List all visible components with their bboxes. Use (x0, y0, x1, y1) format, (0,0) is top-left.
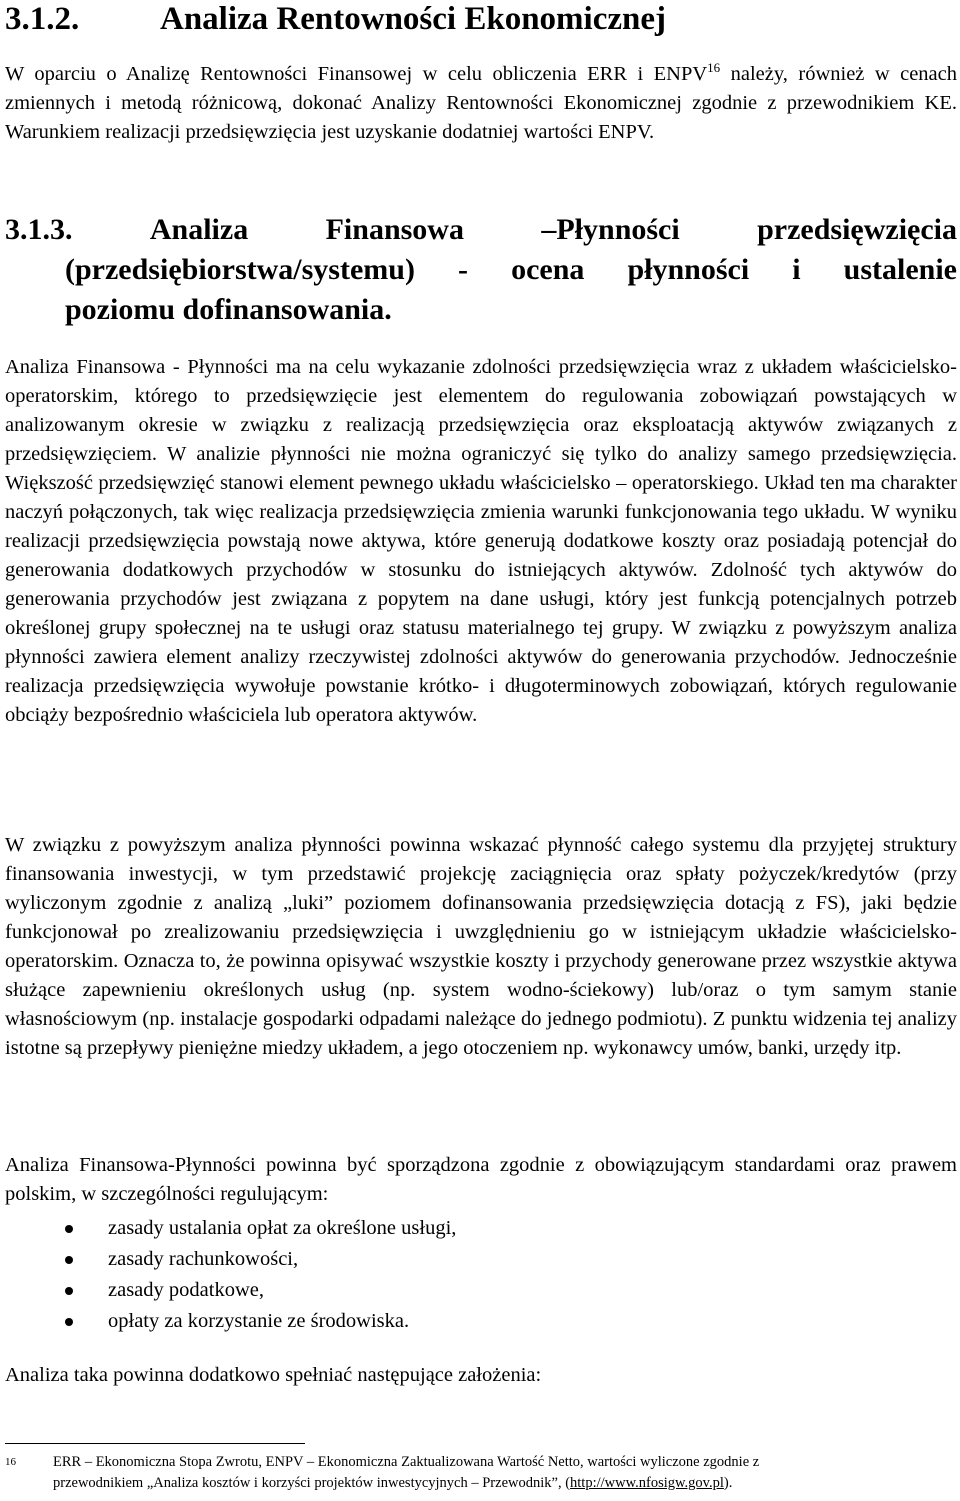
footnote-line: ERR – Ekonomiczna Stopa Zwrotu, ENPV – Ekonomiczna Zaktualizowana Wartość Netto, wartości wyliczone zgodnie z (53, 1454, 760, 1470)
paragraph-standards: Analiza Finansowa-Płynności powinna być sporządzona zgodnie z obowiązującym standardami oraz prawem polskim, w szczególności regulującym: (5, 1154, 957, 1205)
heading-word: przedsięwzięcia (757, 213, 957, 246)
section-number: 3.1.3. (5, 213, 73, 246)
list-item: opłaty za korzystanie ze środowiska. (5, 1306, 957, 1337)
bullet-icon (65, 1287, 73, 1295)
footnote-link[interactable]: http://www.nfosigw.gov.pl (570, 1475, 724, 1491)
bullet-icon (65, 1256, 73, 1264)
heading-word: i (792, 253, 801, 286)
paragraph-liquidity-scope: W związku z powyższym analiza płynności powinna wskazać płynność całego systemu dla przyjętej struktury finansowania inwestycji, w tym przedstawić projekcję zaciągnięcia oraz spłaty pożyczek/kredytów (przy wyliczonym zgodnie z analizą „luki” poziomem dofinansowania przedsięwzięcia dotacją z FS), jaki będzie funkcjonował po zrealizowaniu przedsięwzięcia i uwzględnieniu go w istniejącym układzie właścicielsko-operatorskim. Oznacza to, że powinna opisywać wszystkie koszty i przychody generowane przez wszystkie aktywa służące zapewnieniu określonych usług (np. system wodno-ściekowy) lub/oraz o tym samym stanie własnościowym (np. instalacje gospodarki odpadami należące do jednego podmiotu). Z punktu widzenia tej analizy istotne są przepływy pieniężne miedzy układem, a jego otoczeniem np. wykonawcy umów, banki, urzędy itp. (5, 834, 957, 1059)
heading-word: Analiza (149, 213, 249, 246)
section-heading-3-1-3 (5, 210, 957, 330)
footnote-reference: 16 (707, 60, 721, 76)
heading-word: - (458, 253, 469, 286)
paragraph-assumptions: Analiza taka powinna dodatkowo spełniać następujące założenia: (5, 1364, 542, 1386)
footnote-line: przewodnikiem „Analiza kosztów i korzyści projektów inwestycyjnych – Przewodnik”, (http://www.nfosigw.gov.pl). (53, 1475, 733, 1491)
heading-word: Finansowa (325, 213, 464, 246)
heading-word: ustalenie (843, 253, 957, 286)
bullet-icon (65, 1318, 73, 1326)
list-item: zasady ustalania opłat za określone usługi, (5, 1213, 957, 1244)
regulations-list (5, 1213, 957, 1337)
paragraph-intro (5, 60, 957, 147)
list-item: zasady rachunkowości, (5, 1244, 957, 1275)
heading-word: ocena (511, 253, 585, 286)
heading-word: –Płynności (541, 213, 680, 246)
list-item: zasady podatkowe, (5, 1275, 957, 1306)
heading-word: (przedsiębiorstwa/systemu) (65, 253, 415, 286)
heading-word: płynności (627, 253, 750, 286)
footnote-mark: 16 (5, 1456, 16, 1468)
section-title: Analiza Rentowności Ekonomicznej (160, 1, 666, 37)
footnote (5, 1452, 957, 1494)
paragraph-text: W oparciu o Analizę Rentowności Finansowej w celu obliczenia ERR i ENPV (5, 63, 708, 85)
bullet-icon (65, 1225, 73, 1233)
heading-word: poziomu dofinansowania. (65, 293, 392, 326)
section-number: 3.1.2. (5, 1, 80, 37)
paragraph-liquidity-purpose: Analiza Finansowa - Płynności ma na celu wykazanie zdolności przedsięwzięcia wraz z układem właścicielsko-operatorskim, którego to przedsięwzięcie jest elementem do regulowania zobowiązań powstających w analizowanym okresie w związku z realizacją przedsięwzięcia oraz eksploatacją aktywów związanych z przedsięwzięciem. W analizie płynności nie można ograniczyć się tylko do analizy samego przedsięwzięcia. Większość przedsięwzięć stanowi element pewnego układu właścicielsko – operatorskiego. Układ ten ma charakter naczyń połączonych, tak więc realizacja przedsięwzięcia zmienia warunki funkcjonowania tego układu. W wyniku realizacji przedsięwzięcia powstają nowe aktywa, które generują dodatkowe koszty oraz posiadają potencjał do generowania dodatkowych przychodów w stosunku do istniejących aktywów. Zdolność tych aktywów do generowania przychodów jest związana z popytem na dane usługi, który jest funkcją potencjalnych potrzeb określonej grupy społecznej na te usługi oraz statusu materialnego tej grupy. W związku z powyższym analiza płynności zawiera element analizy rzeczywistej zdolności aktywów do generowania przychodów. Jednocześnie realizacja przedsięwzięcia wywołuje powstanie krótko- i długoterminowych zobowiązań, których regulowanie obciąży bezpośrednio właściciela lub operatora aktywów. (5, 356, 957, 726)
section-heading-3-1-2 (5, 0, 666, 38)
footnote-divider (5, 1443, 305, 1444)
paragraph-text: należy, również w cenach zmiennych i metodą różnicową, dokonać Analizy Rentowności Ekonomicznej zgodnie z przewodnikiem KE. Warunkiem realizacji przedsięwzięcia jest uzyskanie dodatniej wartości ENPV. (5, 63, 958, 143)
